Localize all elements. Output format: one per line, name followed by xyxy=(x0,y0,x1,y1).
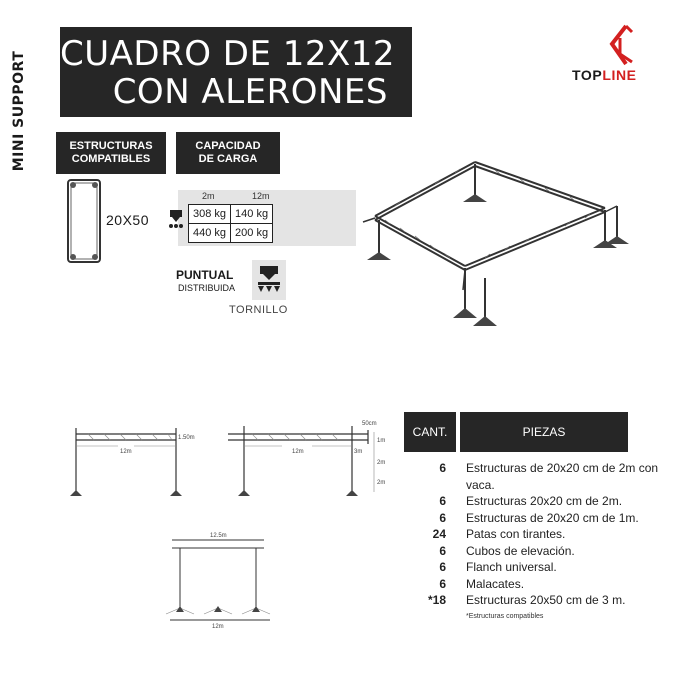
capacity-tab-line-1: CAPACIDAD xyxy=(195,140,261,152)
part-description: Patas con tirantes. xyxy=(466,527,566,541)
part-row xyxy=(404,559,674,576)
load-header-2m: 2m xyxy=(202,191,215,201)
compatible-tab-line-2: COMPATIBLES xyxy=(71,153,151,165)
side-label xyxy=(4,26,34,196)
load-row xyxy=(189,224,273,243)
legend-bolt: TORNILLO xyxy=(229,304,288,316)
part-row xyxy=(404,576,674,593)
brand-name-dark: TOP xyxy=(572,67,603,83)
legend-distributed-load: DISTRIBUIDA xyxy=(178,283,236,293)
part-quantity: 6 xyxy=(439,543,446,558)
load-capacity-tab xyxy=(176,132,280,174)
compatible-tab-line-1: ESTRUCTURAS xyxy=(69,140,153,152)
truss-structure-render xyxy=(355,150,665,350)
part-description: Flanch universal. xyxy=(466,560,557,574)
part-description: Cubos de elevación. xyxy=(466,543,575,558)
part-row xyxy=(404,543,674,560)
compatible-structures-tab xyxy=(56,132,166,174)
parts-header-pieces: PIEZAS xyxy=(460,412,628,452)
front-elevation-drawing xyxy=(68,420,198,500)
load-type-icon xyxy=(168,208,184,230)
part-description: Estructuras 20x50 cm de 3 m. xyxy=(466,593,626,607)
part-description: Estructuras 20x20 cm de 2m. xyxy=(466,494,623,508)
load-row xyxy=(189,205,273,224)
load-cell: 140 kg xyxy=(231,205,273,224)
title-line-1: CUADRO DE 12X12 xyxy=(60,34,396,74)
side-height-2: 2m xyxy=(377,460,386,466)
side-main-span-label: 12m xyxy=(292,449,304,455)
load-cell: 200 kg xyxy=(231,224,273,243)
parts-header-quantity: CANT. xyxy=(404,412,456,452)
part-description: Estructuras de 20x20 cm de 2m con vaca. xyxy=(466,461,659,492)
brand-name-accent: LINE xyxy=(602,67,637,83)
truss-section-icon xyxy=(64,178,104,264)
front-height-label: 1.50m xyxy=(178,435,195,441)
side-wing-span-label: 3m xyxy=(354,449,363,455)
part-quantity: 6 xyxy=(439,560,446,574)
plan-top-label: 12.5m xyxy=(210,533,227,539)
title-line-2: CON ALERONES xyxy=(112,72,388,112)
title-banner xyxy=(60,27,412,117)
part-quantity: 6 xyxy=(439,510,446,525)
capacity-tab-line-2: DE CARGA xyxy=(198,153,258,165)
plan-bottom-label: 12m xyxy=(212,624,224,630)
part-description: Malacates. xyxy=(466,576,525,591)
side-label-text: MINI SUPPORT xyxy=(11,50,27,172)
part-quantity: *18 xyxy=(427,593,446,607)
front-span-label: 12m xyxy=(120,449,132,455)
part-quantity: 6 xyxy=(439,494,446,508)
parts-list xyxy=(404,460,674,609)
part-quantity: 6 xyxy=(439,461,446,475)
part-row xyxy=(404,493,674,510)
side-elevation-drawing xyxy=(222,416,392,500)
part-row xyxy=(404,592,674,609)
part-description: Estructuras de 20x20 cm de 1m. xyxy=(466,510,639,525)
parts-footnote: *Estructuras compatibles xyxy=(466,613,544,620)
side-height-3: 2m xyxy=(377,480,386,486)
legend-point-load: PUNTUAL xyxy=(176,268,234,282)
part-row xyxy=(404,460,674,493)
part-row xyxy=(404,510,674,527)
load-cell: 440 kg xyxy=(189,224,231,243)
load-table xyxy=(188,204,273,243)
brand-name xyxy=(572,67,637,83)
side-top-label: 50cm xyxy=(362,421,377,427)
load-cell: 308 kg xyxy=(189,205,231,224)
load-header-12m: 12m xyxy=(252,191,270,201)
side-height-1: 1m xyxy=(377,438,386,444)
part-quantity: 24 xyxy=(432,527,446,541)
part-quantity: 6 xyxy=(439,576,446,591)
distributed-load-icon xyxy=(256,264,282,296)
part-row xyxy=(404,526,674,543)
truss-model: 20X50 xyxy=(106,212,149,228)
plan-drawing xyxy=(156,528,280,632)
